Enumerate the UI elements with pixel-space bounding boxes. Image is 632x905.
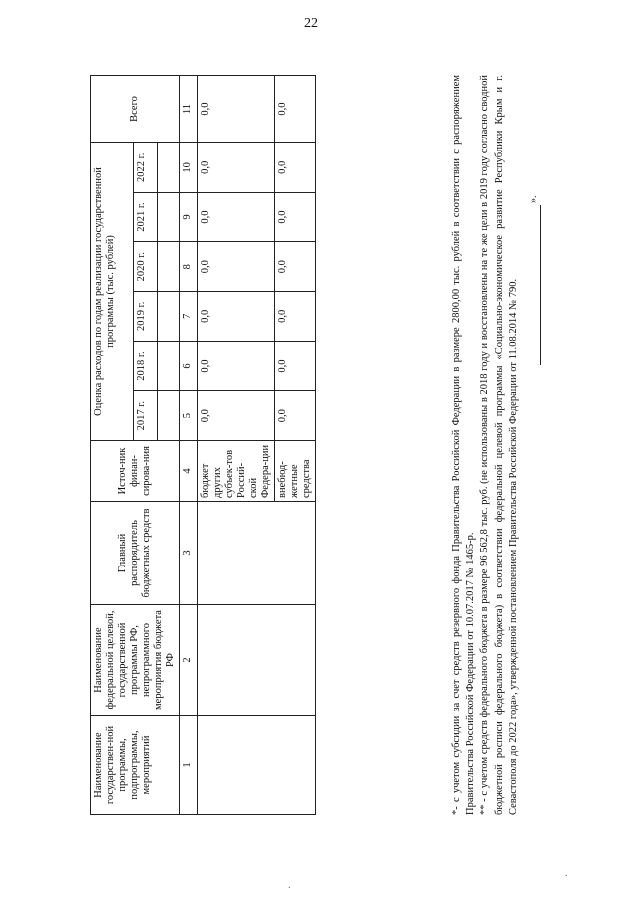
column-number: 1: [180, 716, 197, 815]
column-number: 4: [180, 441, 197, 502]
header-funding-source: Источ-ник финан-сирова-ния: [91, 441, 180, 502]
table-column-numbers-row: [180, 76, 197, 815]
empty-cell: [197, 502, 316, 605]
value-cell: 0,0: [274, 192, 315, 242]
column-number: 9: [180, 192, 197, 242]
landscape-content: [90, 55, 610, 835]
page-number: 22: [304, 16, 318, 31]
value-cell: 0,0: [197, 143, 274, 193]
scan-mark: .: [565, 868, 568, 879]
table-row: [197, 76, 274, 815]
empty-cell: [197, 605, 316, 716]
column-number: 7: [180, 292, 197, 342]
header-budget-manager: Главный распорядитель бюджетных средств: [91, 502, 180, 605]
value-cell: 0,0: [197, 242, 274, 292]
header-year-2017: 2017 г.: [133, 391, 158, 441]
header-program-name: Наименование государствен-ной программы, подпрограммы, мероприятий: [91, 716, 180, 815]
header-year-2019: 2019 г.: [133, 292, 158, 342]
value-cell: 0,0: [274, 292, 315, 342]
value-cell: 0,0: [197, 292, 274, 342]
header-year-2021: 2021 г.: [133, 192, 158, 242]
header-expense-group: Оценка расходов по годам реализации государственной программы (тыс. рублей): [91, 143, 134, 441]
column-number: 5: [180, 391, 197, 441]
column-number: 2: [180, 605, 197, 716]
column-number: 6: [180, 341, 197, 391]
column-number: 10: [180, 143, 197, 193]
total-cell: 0,0: [197, 76, 274, 143]
footnote-2: ** - с учетом средств федерального бюджета в размере 96 562,8 тыс. руб. (не использованы в 2018 году и восстановлены на те же цели в 2019 году согласно сводной бюджетной росписи федерального бюджета) в соответствии федеральной целевой программы «Социально-экономическое развитие Республики Крым и г. Севастополя до 2022 года», утвержденной постановлением Правительства Российской Федерации от 11.08.2014 № 790.: [479, 75, 519, 815]
header-total: Всего: [91, 76, 180, 143]
funding-source-cell: бюджет других субъек-тов Россий-ской Федера-ции: [197, 441, 274, 502]
header-year-2018: 2018 г.: [133, 341, 158, 391]
total-cell: 0,0: [274, 76, 315, 143]
value-cell: 0,0: [274, 391, 315, 441]
funding-source-cell: внебюд-жетные средства: [274, 441, 315, 502]
header-federal-program: Наименование федеральной целевой, государственной программы РФ, непрограммного мероприятия бюджета РФ: [91, 605, 180, 716]
budget-table: [90, 75, 316, 815]
value-cell: 0,0: [197, 391, 274, 441]
value-cell: 0,0: [274, 341, 315, 391]
empty-cell: [197, 716, 316, 815]
closing-rule: [540, 205, 541, 365]
value-cell: 0,0: [197, 192, 274, 242]
header-year-2022: 2022 г.: [133, 143, 158, 193]
footnotes: [450, 75, 521, 815]
value-cell: 0,0: [274, 143, 315, 193]
column-number: 3: [180, 502, 197, 605]
header-year-2020: 2020 г.: [133, 242, 158, 292]
scan-mark: .: [288, 880, 291, 891]
footnote-1: *- с учетом субсидии за счет средств резервного фонда Правительства Российской Федерации в размере 2800,00 тыс. рублей в соответствии с распоряжением Правительства Российской Федерации от 10.07.2017 № 1465-р.: [451, 75, 477, 815]
closing-quote: ».: [528, 195, 539, 203]
column-number: 11: [180, 76, 197, 143]
value-cell: 0,0: [274, 242, 315, 292]
table-header-row: [91, 76, 134, 815]
value-cell: 0,0: [197, 341, 274, 391]
column-number: 8: [180, 242, 197, 292]
